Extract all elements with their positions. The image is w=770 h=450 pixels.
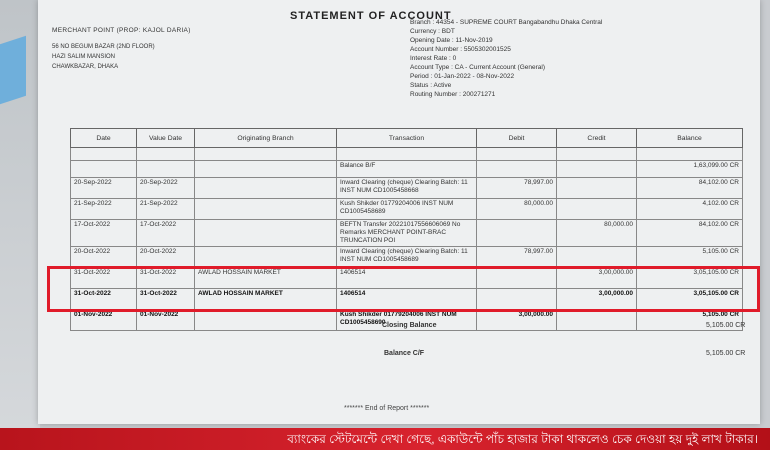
cell-value-date: 21-Sep-2022 [137, 199, 195, 220]
balance-bf-label: Balance B/F [337, 161, 477, 178]
background-blue-object [0, 36, 26, 104]
cell-transaction: Inward Clearing (cheque) Clearing Batch: 11 INST NUM CD1005458689 [337, 247, 477, 268]
cell-transaction: BEFTN Transfer 20221017556606069 No Remarks MERCHANT POINT-BRAC TRUNCATION POI [337, 220, 477, 247]
account-interest-rate: Interest Rate : 0 [410, 55, 457, 62]
cell-date: 20-Oct-2022 [71, 247, 137, 268]
address-line: CHAWKBAZAR, DHAKA [52, 64, 119, 70]
cell-date: 20-Sep-2022 [71, 178, 137, 199]
balance-cf-label: Balance C/F [384, 350, 425, 357]
cell-debit: 78,997.00 [477, 247, 557, 268]
cell-balance: 84,102.00 CR [637, 178, 743, 199]
balance-bf-row [71, 161, 743, 178]
cell-date: 17-Oct-2022 [71, 220, 137, 247]
address-line: 56 NO BEGUM BAZAR (2ND FLOOR) [52, 44, 155, 50]
cell-branch: AWLAD HOSSAIN MARKET [195, 268, 337, 289]
cell-balance: 5,105.00 CR [637, 310, 743, 331]
account-type: Account Type : CA - Current Account (General) [410, 64, 545, 71]
cell-transaction: 1406514 [337, 268, 477, 289]
cell-credit: 3,00,000.00 [557, 289, 637, 310]
cell-balance: 5,105.00 CR [637, 247, 743, 268]
cell-date: 31-Oct-2022 [71, 289, 137, 310]
cell-date: 01-Nov-2022 [71, 310, 137, 331]
cell-branch [195, 199, 337, 220]
column-header: Value Date [137, 129, 195, 148]
account-info [410, 18, 602, 99]
cell-date: 31-Oct-2022 [71, 268, 137, 289]
cell-debit [477, 220, 557, 247]
cell-date: 21-Sep-2022 [71, 199, 137, 220]
account-opening-date: Opening Date : 11-Nov-2019 [410, 37, 493, 44]
statement-title: STATEMENT OF ACCOUNT [290, 10, 452, 22]
cell-balance: 3,05,105.00 CR [637, 289, 743, 310]
cell-debit: 3,00,000.00 [477, 310, 557, 331]
red-highlight-box [47, 266, 760, 312]
cell-transaction: Kush Shikder 01779204006 INST NUM CD1005458690 [337, 310, 477, 331]
cell-credit [557, 310, 637, 331]
cell-credit [557, 199, 637, 220]
table-row [71, 148, 743, 161]
customer-block [52, 26, 191, 72]
cell-balance: 84,102.00 CR [637, 220, 743, 247]
account-currency: Currency : BDT [410, 28, 455, 35]
cell-branch: AWLAD HOSSAIN MARKET [195, 289, 337, 310]
balance-bf-value: 1,63,099.00 CR [637, 161, 743, 178]
table-header [71, 129, 743, 148]
address-line: HAZI SALIM MANSION [52, 54, 116, 60]
cell-transaction: Kush Shikder 01779204006 INST NUM CD1005458689 [337, 199, 477, 220]
cell-value-date: 17-Oct-2022 [137, 220, 195, 247]
account-branch: Branch : 44354 - SUPREME COURT Bangabandhu Dhaka Central [410, 19, 603, 26]
closing-balance-label: Closing Balance [382, 322, 437, 329]
cell-debit: 80,000.00 [477, 199, 557, 220]
cell-branch [195, 220, 337, 247]
cell-credit [557, 178, 637, 199]
cell-credit [557, 247, 637, 268]
cell-balance: 3,05,105.00 CR [637, 268, 743, 289]
cell-value-date: 31-Oct-2022 [137, 289, 195, 310]
cell-value-date: 20-Sep-2022 [137, 178, 195, 199]
cell-branch [195, 247, 337, 268]
table-row [71, 247, 743, 268]
caption-text: ব্যাংকের স্টেটমেন্টে দেখা গেছে, একাউন্টে পাঁচ হাজার টাকা থাকলেও চেক দেওয়া হয় দুই লাখ টাকার। [287, 432, 758, 446]
cell-transaction: Inward Clearing (cheque) Clearing Batch: 11 INST NUM CD1005458668 [337, 178, 477, 199]
account-number: Account Number : 5505302001525 [410, 46, 511, 53]
news-caption-bar [0, 428, 770, 450]
account-period: Period : 01-Jan-2022 - 08-Nov-2022 [410, 73, 515, 80]
column-header: Originating Branch [195, 129, 337, 148]
cell-credit: 80,000.00 [557, 220, 637, 247]
column-header: Debit [477, 129, 557, 148]
table-row [71, 199, 743, 220]
cell-balance: 4,102.00 CR [637, 199, 743, 220]
closing-balance-value: 5,105.00 CR [706, 322, 746, 329]
account-status: Status : Active [410, 82, 452, 89]
column-header: Transaction [337, 129, 477, 148]
account-routing-number: Routing Number : 200271271 [410, 91, 496, 98]
cell-transaction: 1406514 [337, 289, 477, 310]
cell-branch [195, 178, 337, 199]
column-header: Date [71, 129, 137, 148]
column-header: Credit [557, 129, 637, 148]
column-header: Balance [637, 129, 743, 148]
customer-name: MERCHANT POINT (PROP: KAJOL DARIA) [52, 27, 191, 34]
cell-value-date: 20-Oct-2022 [137, 247, 195, 268]
cell-debit: 78,997.00 [477, 178, 557, 199]
cell-value-date: 01-Nov-2022 [137, 310, 195, 331]
table-row [71, 220, 743, 247]
cell-value-date: 31-Oct-2022 [137, 268, 195, 289]
table-row [71, 178, 743, 199]
cell-credit: 3,00,000.00 [557, 268, 637, 289]
cell-branch [195, 310, 337, 331]
end-of-report: ******* End of Report ******* [344, 405, 430, 412]
balance-cf-value: 5,105.00 CR [706, 350, 746, 357]
